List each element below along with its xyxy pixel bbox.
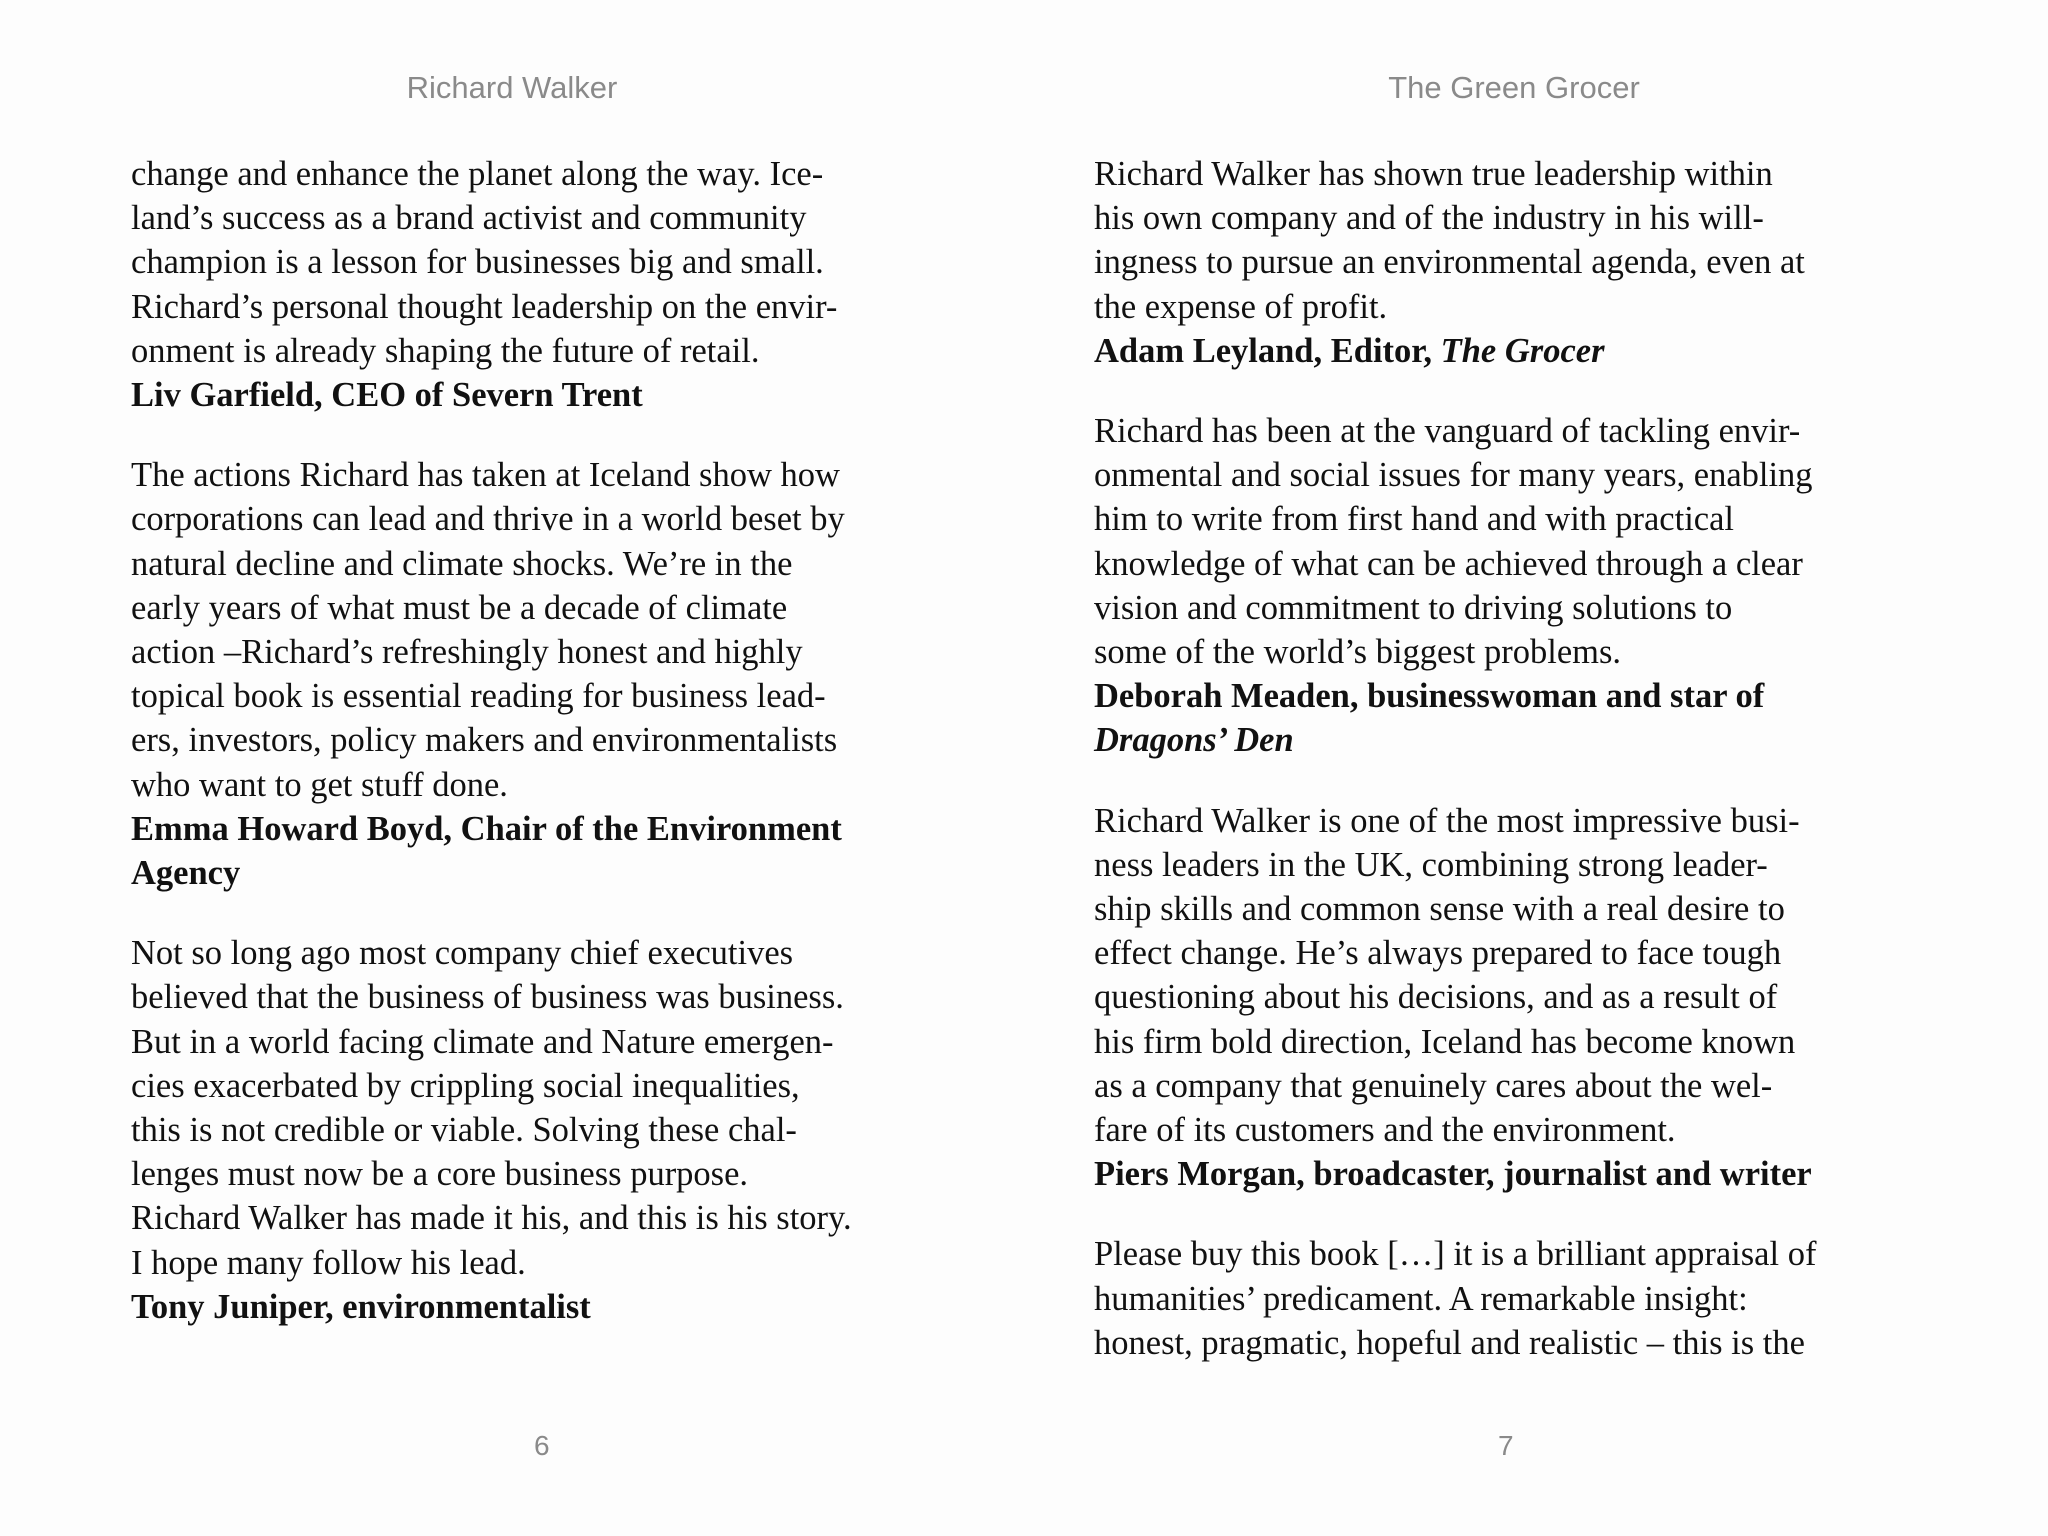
text-segment: onmental and social issues for many years, enabling [1094,456,1813,495]
quote-paragraph [1094,1232,1816,1365]
text-segment: Richard’s personal thought leadership on the envir- [131,287,838,326]
text-segment: who want to get stuff done. [131,765,508,804]
text-segment: ness leaders in the UK, combining strong leader- [1094,845,1768,884]
text-segment: Tony Juniper, environmentalist [131,1287,591,1326]
page-number: 7 [1498,1430,1514,1461]
text-segment: ers, investors, policy makers and environmentalists [131,721,838,760]
text-segment: believed that the business of business was business. [131,978,844,1017]
page-number: 6 [534,1430,550,1461]
text-segment: Richard Walker has made it his, and this is his story. [131,1199,852,1238]
text-segment: his firm bold direction, Iceland has become known [1094,1022,1796,1061]
text-segment: corporations can lead and thrive in a world beset by [131,500,845,539]
text-segment: knowledge of what can be achieved through a clear [1094,544,1803,583]
running-head: The Green Grocer [1388,70,1640,105]
text-segment: lenges must now be a core business purpose. [131,1155,749,1194]
text-line [1094,240,1816,284]
text-segment: Richard Walker has shown true leadership within [1094,155,1773,193]
text-line [131,453,852,497]
text-line [131,152,852,196]
text-segment: Liv Garfield, CEO of Severn Trent [131,376,643,415]
text-line [1094,1020,1816,1064]
text-segment: The actions Richard has taken at Iceland show how [131,456,840,495]
text-segment: him to write from first hand and with practical [1094,500,1734,539]
text-segment: Richard has been at the vanguard of tackling envir- [1094,412,1801,451]
text-line [1094,1108,1816,1152]
text-segment: natural decline and climate shocks. We’re in the [131,544,793,583]
text-segment: effect change. He’s always prepared to face tough [1094,934,1782,973]
text-line [131,285,852,329]
text-segment: fare of its customers and the environment. [1094,1111,1676,1150]
text-line [131,1020,852,1064]
text-segment: topical book is essential reading for business lead- [131,677,826,716]
text-line [131,674,852,718]
text-line [131,497,852,541]
quote-paragraph [1094,799,1816,1197]
right-page [1024,0,2048,1536]
text-segment: champion is a lesson for businesses big and small. [131,243,824,282]
text-line [131,1064,852,1108]
text-segment: honest, pragmatic, hopeful and realistic – this is the [1094,1323,1805,1362]
text-line [1094,497,1816,541]
text-segment: land’s success as a brand activist and community [131,199,807,238]
text-line [131,1108,852,1152]
text-segment: early years of what must be a decade of climate [131,588,788,627]
quote-attribution-line [131,851,852,895]
text-line [1094,196,1816,240]
text-line [131,196,852,240]
text-line [131,718,852,762]
text-segment: vision and commitment to driving solutions to [1094,588,1733,627]
text-line [131,1241,852,1285]
text-line [131,1196,852,1240]
text-line [1094,975,1816,1019]
text-line [1094,630,1816,674]
quote-attribution-line [1094,1152,1816,1196]
text-segment: Piers Morgan, broadcaster, journalist and writer [1094,1155,1812,1194]
italic-title: Dragons’ Den [1094,721,1294,760]
text-segment: ship skills and common sense with a real desire to [1094,890,1785,929]
quote-attribution-line [1094,674,1816,718]
text-line [1094,1232,1816,1276]
text-segment: Agency [131,854,241,893]
text-segment: onment is already shaping the future of retail. [131,331,760,370]
text-line [131,1152,852,1196]
text-segment: his own company and of the industry in his will- [1094,199,1764,238]
text-line [1094,542,1816,586]
italic-title: The Grocer [1440,331,1605,370]
quote-attribution-line [131,1285,852,1329]
page-body [1094,152,1816,1401]
text-segment: action –Richard’s refreshingly honest and highly [131,633,803,672]
text-line [1094,1277,1816,1321]
text-segment: Emma Howard Boyd, Chair of the Environment [131,809,842,848]
quote-attribution-line [131,373,852,417]
text-segment: this is not credible or viable. Solving these chal- [131,1111,797,1150]
text-segment: ingness to pursue an environmental agenda, even at [1094,243,1805,282]
quote-attribution-line [1094,718,1816,762]
text-segment: Richard Walker is one of the most impressive busi- [1094,801,1800,840]
text-segment: Adam Leyland, Editor, [1094,331,1441,370]
text-line [131,763,852,807]
text-line [131,931,852,975]
text-segment: I hope many follow his lead. [131,1243,526,1282]
quote-attribution-line [131,807,852,851]
text-segment: some of the world’s biggest problems. [1094,633,1622,672]
text-line [1094,799,1816,843]
text-segment: humanities’ predicament. A remarkable insight: [1094,1279,1748,1318]
page-body [131,152,852,1365]
text-segment: Please buy this book […] it is a brilliant appraisal of [1094,1235,1817,1274]
text-line [1094,453,1816,497]
quote-paragraph [1094,409,1816,763]
text-line [131,542,852,586]
text-line [1094,586,1816,630]
text-line [1094,152,1816,196]
text-line [1094,887,1816,931]
text-line [131,630,852,674]
text-line [1094,1064,1816,1108]
text-line [131,329,852,373]
text-segment: But in a world facing climate and Nature emergen- [131,1022,834,1061]
text-segment: the expense of profit. [1094,287,1388,326]
quote-paragraph [131,152,852,417]
text-segment: Not so long ago most company chief executives [131,934,794,973]
text-line [1094,1321,1816,1365]
quote-paragraph [131,453,852,895]
text-line [1094,843,1816,887]
text-segment: as a company that genuinely cares about the wel- [1094,1066,1773,1105]
quote-attribution-line [1094,329,1816,373]
text-line [131,586,852,630]
quote-paragraph [131,931,852,1329]
text-segment: Deborah Meaden, businesswoman and star of [1094,677,1765,716]
text-segment: cies exacerbated by crippling social inequalities, [131,1066,800,1105]
text-segment: change and enhance the planet along the way. Ice- [131,155,824,193]
text-segment: questioning about his decisions, and as a result of [1094,978,1778,1017]
text-line [1094,285,1816,329]
text-line [131,240,852,284]
text-line [131,975,852,1019]
running-head: Richard Walker [406,70,618,105]
text-line [1094,409,1816,453]
text-line [1094,931,1816,975]
quote-paragraph [1094,152,1816,373]
